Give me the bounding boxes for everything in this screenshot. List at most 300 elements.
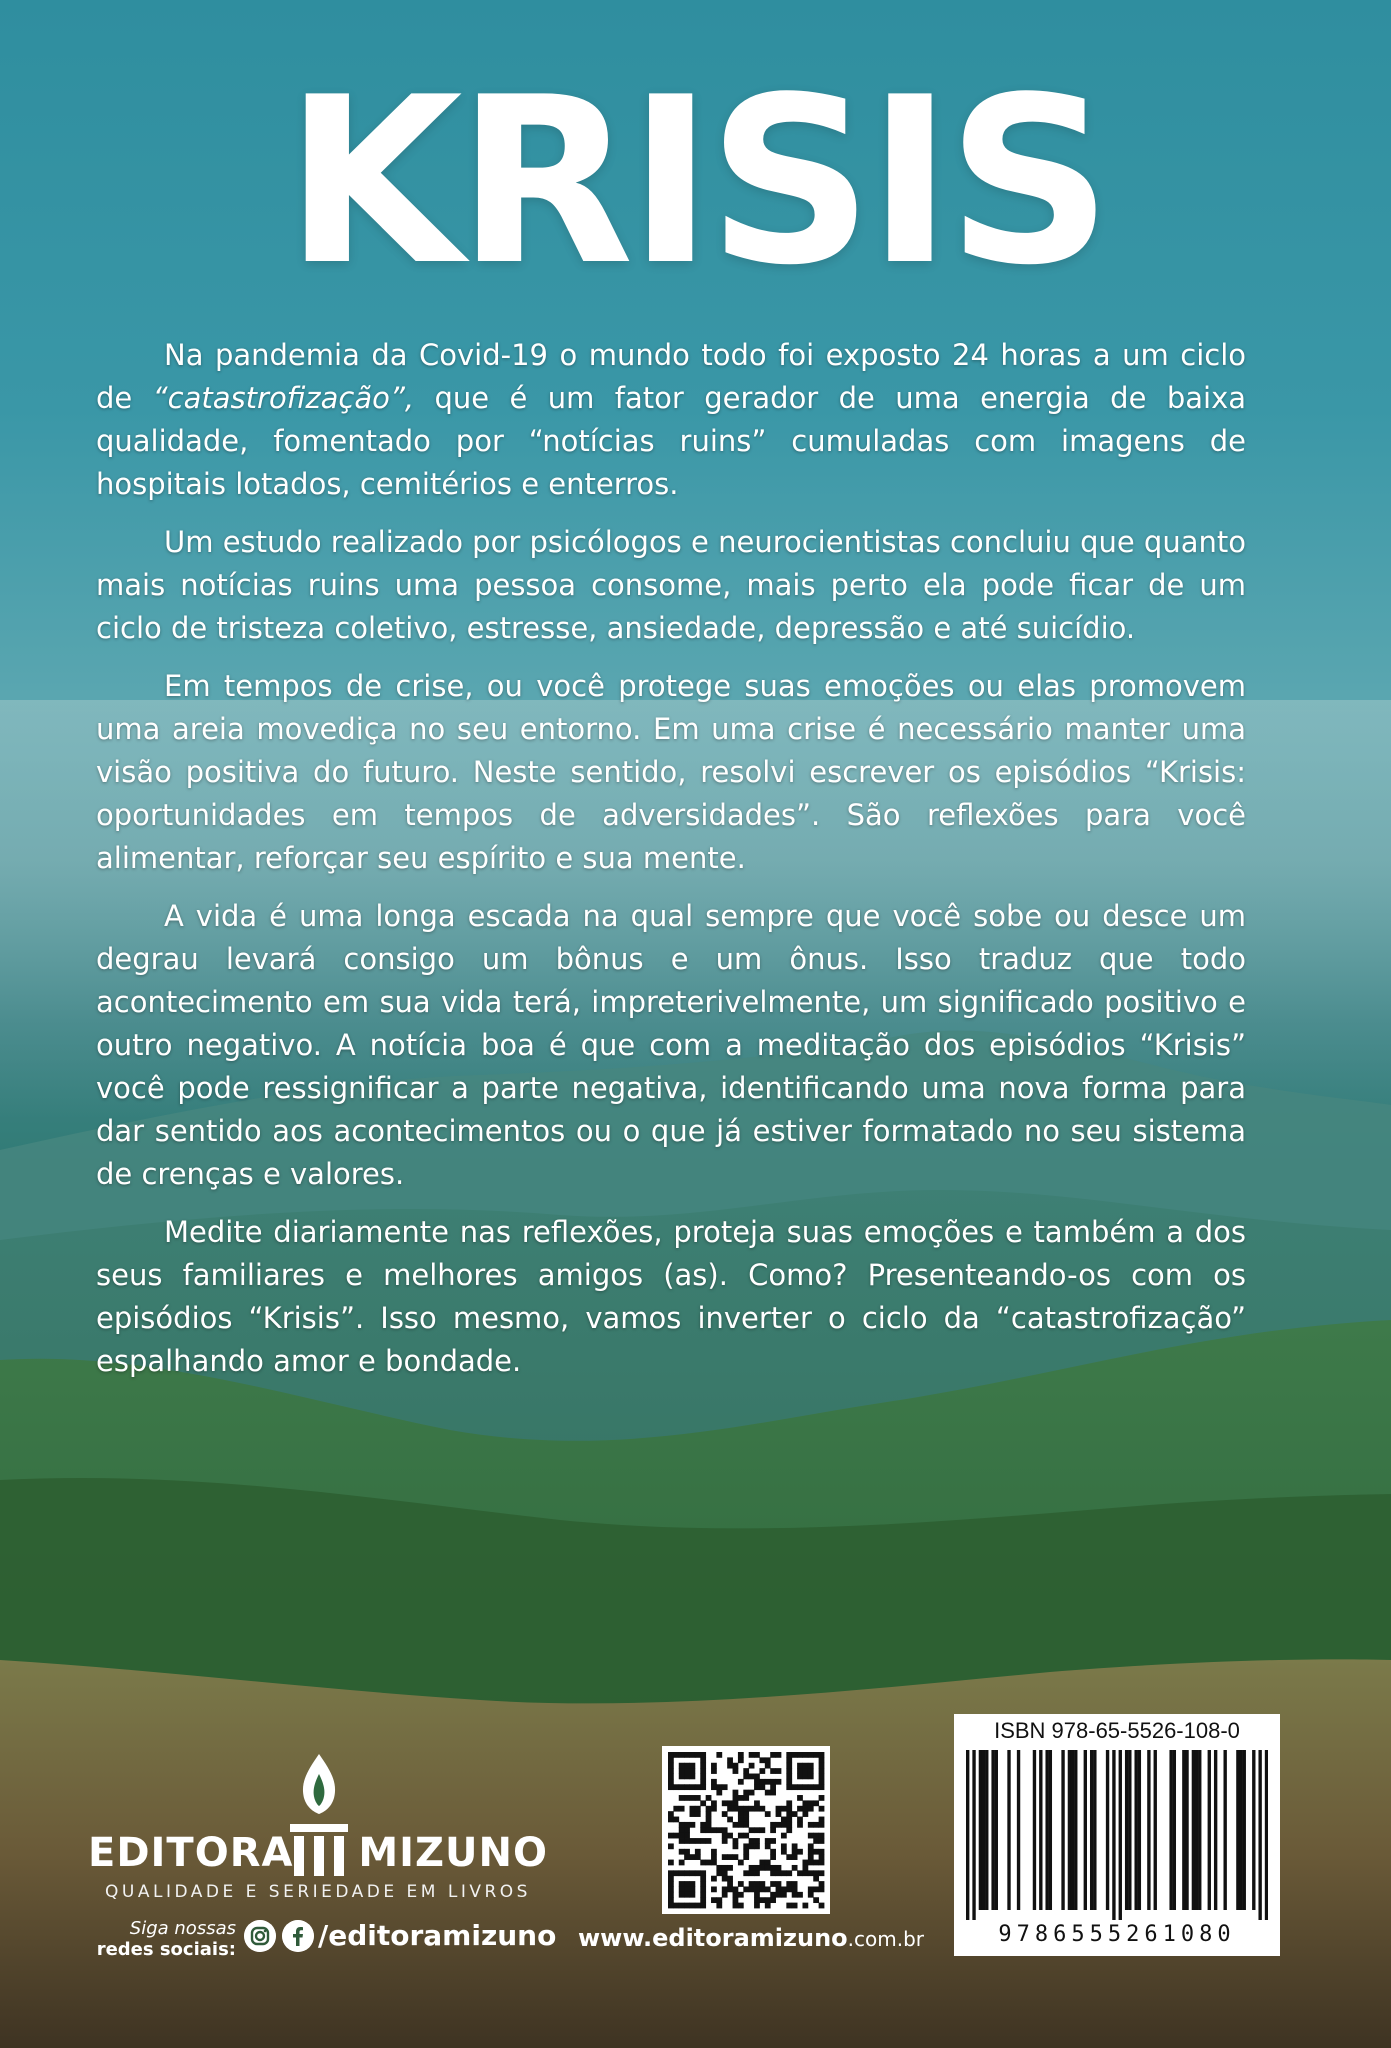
qr-module [786,1752,792,1758]
qr-module [754,1800,760,1806]
qr-module [684,1763,690,1769]
qr-module [786,1784,792,1790]
qr-module [819,1817,825,1823]
qr-module [770,1790,776,1796]
barcode-bar [1007,1750,1010,1910]
qr-module [770,1752,776,1758]
barcode-bar [1112,1750,1115,1920]
qr-module [738,1822,744,1828]
qr-module [786,1870,792,1876]
blurb-text: Na pandemia da Covid-19 o mundo todo foi exposto 24 horas a um ciclo de [96,338,1246,415]
qr-module [808,1849,814,1855]
qr-module [716,1903,722,1909]
qr-module [770,1779,776,1785]
qr-module [770,1881,776,1887]
barcode-bar [1208,1750,1211,1910]
qr-module [673,1784,679,1790]
qr-module [711,1806,717,1812]
qr-module [690,1892,696,1898]
qr-module [743,1806,749,1812]
qr-module [700,1876,706,1882]
qr-module [786,1763,792,1769]
qr-module [722,1886,728,1892]
qr-module [813,1833,819,1839]
barcode-bar [1214,1750,1217,1910]
qr-module [673,1752,679,1758]
barcode-bars [966,1750,1268,1920]
qr-module [770,1870,776,1876]
qr-module [711,1897,717,1903]
barcode-bar [1125,1750,1128,1910]
qr-module [765,1838,771,1844]
qr-module [819,1779,825,1785]
qr-module [700,1774,706,1780]
qr-module [690,1752,696,1758]
qr-module [781,1833,787,1839]
qr-module [668,1768,674,1774]
barcode-bar [1173,1750,1176,1910]
qr-module [738,1881,744,1887]
qr-module [754,1784,760,1790]
qr-module [684,1752,690,1758]
qr-module [759,1865,765,1871]
qr-module [668,1784,674,1790]
qr-module [786,1779,792,1785]
qr-module [722,1827,728,1833]
qr-module [765,1843,771,1849]
qr-module [695,1784,701,1790]
qr-module [679,1833,685,1839]
qr-module [743,1833,749,1839]
qr-module [808,1886,814,1892]
barcode-bar [1119,1750,1122,1920]
qr-module [690,1881,696,1887]
qr-module [738,1833,744,1839]
qr-module [679,1903,685,1909]
qr-module [679,1763,685,1769]
qr-module [749,1806,755,1812]
qr-module [813,1849,819,1855]
qr-module [690,1795,696,1801]
qr-module [819,1854,825,1860]
qr-module [706,1811,712,1817]
qr-module [700,1881,706,1887]
qr-module [765,1865,771,1871]
qr-module [679,1886,685,1892]
qr-module [786,1822,792,1828]
qr-module [770,1768,776,1774]
qr-module [738,1806,744,1812]
qr-module [668,1897,674,1903]
qr-module [792,1849,798,1855]
qr-module [727,1876,733,1882]
qr-module [743,1886,749,1892]
qr-module [695,1849,701,1855]
qr-module [813,1886,819,1892]
qr-module [765,1903,771,1909]
qr-module [727,1817,733,1823]
qr-module [722,1811,728,1817]
qr-module [700,1870,706,1876]
qr-module [722,1870,728,1876]
qr-module [684,1833,690,1839]
qr-module [706,1838,712,1844]
qr-module [786,1757,792,1763]
qr-module [792,1811,798,1817]
qr-module [819,1795,825,1801]
qr-module [673,1817,679,1823]
qr-module [727,1833,733,1839]
qr-module [727,1854,733,1860]
qr-module [679,1806,685,1812]
qr-module [797,1795,803,1801]
barcode-bar [1192,1750,1195,1910]
qr-module [819,1849,825,1855]
qr-module [684,1849,690,1855]
qr-module [668,1886,674,1892]
qr-module [722,1892,728,1898]
qr-module [808,1784,814,1790]
qr-module [819,1763,825,1769]
qr-module [722,1865,728,1871]
qr-module [781,1870,787,1876]
qr-module [711,1860,717,1866]
qr-module [668,1876,674,1882]
website-domain: editoramizuno [652,1924,848,1952]
qr-module [792,1843,798,1849]
qr-module [808,1833,814,1839]
qr-module [786,1817,792,1823]
blurb-paragraph-1 [96,334,1246,506]
qr-module [770,1849,776,1855]
qr-module [690,1763,696,1769]
qr-module [738,1811,744,1817]
qr-module [754,1897,760,1903]
barcode-bar [1039,1750,1042,1910]
qr-module [797,1892,803,1898]
qr-module [679,1838,685,1844]
social-label [96,1918,236,1960]
qr-module [695,1854,701,1860]
qr-module [738,1779,744,1785]
qr-module [759,1784,765,1790]
qr-module [700,1784,706,1790]
qr-module [684,1886,690,1892]
qr-module [819,1822,825,1828]
qr-module [819,1784,825,1790]
qr-module [749,1865,755,1871]
qr-module [808,1843,814,1849]
qr-module [695,1752,701,1758]
qr-module [754,1827,760,1833]
website-suffix: .com.br [847,1927,925,1951]
publisher-tagline: QUALIDADE E SERIEDADE EM LIVROS [105,1882,531,1902]
qr-module [668,1779,674,1785]
qr-module [716,1784,722,1790]
qr-module [695,1838,701,1844]
qr-module [700,1800,706,1806]
barcode-bar [1071,1750,1074,1910]
barcode-bar [1128,1750,1131,1910]
qr-module [813,1752,819,1758]
barcode-bar [1084,1750,1087,1910]
qr-module [711,1849,717,1855]
qr-module [733,1795,739,1801]
qr-module [690,1822,696,1828]
qr-module [813,1838,819,1844]
qr-module [754,1865,760,1871]
qr-module [695,1903,701,1909]
qr-module [679,1870,685,1876]
qr-module [808,1752,814,1758]
qr-module [770,1897,776,1903]
qr-module [770,1854,776,1860]
qr-module [679,1892,685,1898]
qr-module [765,1886,771,1892]
qr-module [690,1784,696,1790]
qr-module [684,1822,690,1828]
qr-module [819,1870,825,1876]
qr-module [749,1870,755,1876]
qr-module [733,1854,739,1860]
blurb-paragraph-3: Em tempos de crise, ou você protege suas emoções ou elas promovem uma areia movediça no seu entorno. Em uma crise é necessário manter uma visão positiva do futuro. Neste sentido, resolvi escrever os episódios “Krisis: oportunidades em tempos de adversidades”. São reflexões para você alimentar, reforçar seu espírito e sua mente. [96,669,1246,875]
publisher-name [88,1830,548,1876]
social-handle[interactable]: /editoramizuno [318,1919,557,1952]
blurb-paragraph-4: A vida é uma longa escada na qual sempre que você sobe ou desce um degrau levará consigo um bônus e um ônus. Isso traduz que todo acontecimento em sua vida terá, impreterivelmente, um significado positivo e outro negativo. A notícia boa é que com a meditação dos episódios “Krisis” você pode ressignificar a parte negativa, identificando uma nova forma para dar sentido aos acontecimentos ou o que já estiver formatado no seu sistema de crenças e valores. [96,899,1246,1191]
qr-module [684,1827,690,1833]
qr-module [754,1881,760,1887]
qr-module [819,1903,825,1909]
qr-module [673,1833,679,1839]
qr-module [808,1892,814,1898]
qr-module [690,1854,696,1860]
website-prefix: www. [578,1924,653,1952]
qr-module [733,1806,739,1812]
qr-module [706,1806,712,1812]
qr-module [819,1757,825,1763]
publisher-name-left: EDITORA [88,1830,294,1876]
qr-module [770,1827,776,1833]
qr-module [781,1806,787,1812]
qr-module [776,1768,782,1774]
qr-module [808,1768,814,1774]
qr-module [722,1876,728,1882]
qr-module [819,1774,825,1780]
qr-module [813,1897,819,1903]
blurb-paragraph-2: Um estudo realizado por psicólogos e neurocientistas concluiu que quanto mais notícias ruins uma pessoa consome, mais perto ela pode ficar de um ciclo de tristeza coletivo, estresse, ansiedade, depressão e até suicídio. [96,525,1246,645]
blurb-paragraph-5: Medite diariamente nas reflexões, proteja suas emoções e também a dos seus familiares e melhores amigos (as). Como? Presenteando-os com os episódios “Krisis”. Isso mesmo, vamos inverter o ciclo da “catastrofização” espalhando amor e bondade. [96,1215,1246,1378]
qr-module [754,1870,760,1876]
qr-module [770,1838,776,1844]
qr-module [776,1811,782,1817]
qr-module [786,1806,792,1812]
qr-module [716,1897,722,1903]
qr-module [679,1849,685,1855]
barcode-bar [1239,1750,1242,1910]
instagram-icon[interactable] [244,1920,276,1952]
barcode-bar [982,1750,985,1910]
qr-module [679,1827,685,1833]
qr-module [759,1806,765,1812]
qr-module [727,1757,733,1763]
qr-module [802,1763,808,1769]
qr-module [711,1763,717,1769]
qr-module [695,1870,701,1876]
qr-module [819,1838,825,1844]
barcode-bar [1154,1750,1157,1910]
qr-module [759,1860,765,1866]
qr-module [802,1870,808,1876]
qr-module [770,1784,776,1790]
qr-module [733,1843,739,1849]
qr-module [797,1817,803,1823]
qr-module [770,1822,776,1828]
qr-module [700,1822,706,1828]
qr-module [738,1903,744,1909]
qr-module [716,1870,722,1876]
qr-code[interactable] [662,1746,830,1914]
qr-module [802,1784,808,1790]
barcode-bar [1198,1750,1201,1910]
qr-module [749,1843,755,1849]
qr-module [738,1757,744,1763]
qr-module [711,1768,717,1774]
qr-module [819,1860,825,1866]
qr-module [786,1774,792,1780]
qr-module [770,1865,776,1871]
qr-module [808,1774,814,1780]
barcode-bar [1061,1750,1064,1910]
qr-module [792,1752,798,1758]
barcode-bar [1243,1750,1246,1910]
qr-module [813,1876,819,1882]
qr-module [797,1806,803,1812]
social-label-line-1: Siga nossas [129,1918,236,1939]
qr-module [759,1897,765,1903]
qr-module [700,1838,706,1844]
qr-module [749,1838,755,1844]
qr-module [743,1811,749,1817]
qr-module [690,1806,696,1812]
qr-module [765,1811,771,1817]
qr-module [808,1822,814,1828]
isbn-barcode [954,1714,1280,1956]
qr-module [700,1757,706,1763]
qr-module [706,1860,712,1866]
qr-module [738,1795,744,1801]
qr-module [690,1768,696,1774]
qr-module [813,1822,819,1828]
barcode-bar [966,1750,969,1920]
qr-module [749,1827,755,1833]
qr-module [727,1865,733,1871]
qr-module [690,1811,696,1817]
qr-module [738,1860,744,1866]
barcode-bar [1074,1750,1077,1910]
barcode-bar [995,1750,998,1910]
qr-module [786,1768,792,1774]
qr-module [684,1892,690,1898]
qr-module [668,1860,674,1866]
barcode-bar [972,1750,975,1920]
qr-module [733,1903,739,1909]
qr-module [738,1892,744,1898]
barcode-bar [985,1750,988,1910]
qr-module [759,1779,765,1785]
qr-module [722,1833,728,1839]
qr-module [727,1800,733,1806]
qr-module [711,1886,717,1892]
qr-module [802,1903,808,1909]
qr-module [797,1870,803,1876]
qr-module [781,1817,787,1823]
qr-module [716,1752,722,1758]
qr-module [716,1865,722,1871]
qr-module [738,1817,744,1823]
qr-module [797,1768,803,1774]
qr-module [819,1768,825,1774]
qr-module [684,1774,690,1780]
qr-module [711,1784,717,1790]
qr-module [759,1886,765,1892]
qr-module [684,1854,690,1860]
qr-module [759,1827,765,1833]
qr-module [802,1865,808,1871]
qr-module [781,1892,787,1898]
barcode-bar [1195,1750,1198,1910]
qr-module [684,1795,690,1801]
barcode-bar [1252,1750,1255,1910]
qr-module [813,1870,819,1876]
qr-module [797,1752,803,1758]
publisher-name-right: MIZUNO [358,1830,548,1876]
qr-module [770,1892,776,1898]
qr-module [668,1843,674,1849]
qr-module [738,1752,744,1758]
qr-module [743,1817,749,1823]
qr-module [819,1881,825,1887]
qr-module [711,1827,717,1833]
qr-module [797,1849,803,1855]
qr-module [797,1822,803,1828]
qr-module [733,1897,739,1903]
publisher-website[interactable] [578,1924,925,1952]
qr-module [786,1881,792,1887]
qr-module [776,1892,782,1898]
qr-module [679,1768,685,1774]
facebook-icon[interactable] [282,1920,314,1952]
qr-module [749,1881,755,1887]
qr-module [684,1838,690,1844]
qr-module [808,1763,814,1769]
barcode-bar [1185,1750,1188,1910]
qr-code-graphic [662,1746,830,1914]
qr-module [786,1886,792,1892]
qr-module [668,1752,674,1758]
qr-module [727,1806,733,1812]
qr-module [776,1881,782,1887]
qr-module [802,1752,808,1758]
qr-module [797,1763,803,1769]
qr-module [813,1800,819,1806]
qr-module [797,1774,803,1780]
qr-module [749,1763,755,1769]
qr-module [813,1784,819,1790]
qr-module [679,1822,685,1828]
qr-module [679,1860,685,1866]
qr-module [754,1843,760,1849]
qr-module [684,1903,690,1909]
